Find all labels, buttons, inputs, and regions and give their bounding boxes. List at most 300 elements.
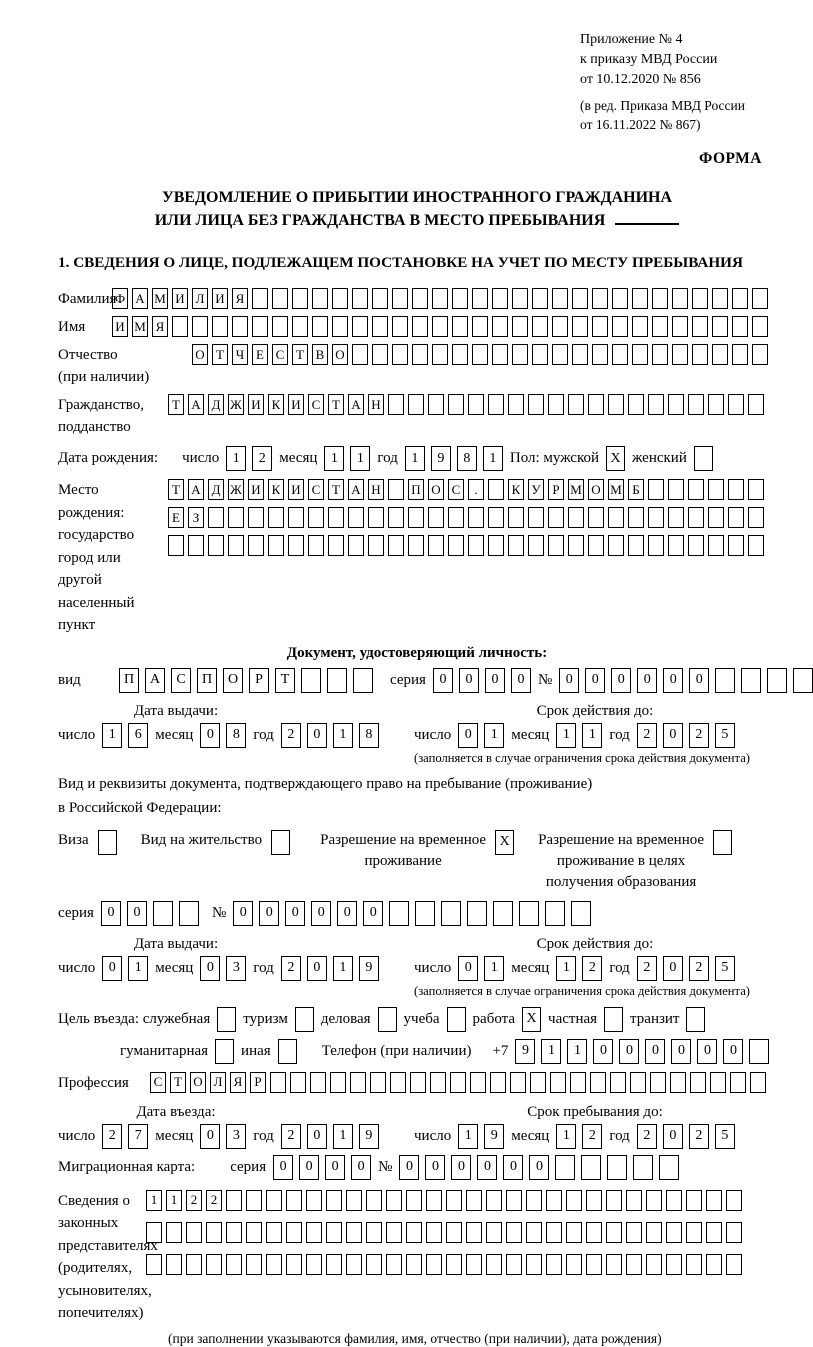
form-cell[interactable]	[490, 1072, 506, 1093]
form-cell[interactable]	[488, 394, 504, 415]
form-cell[interactable]	[548, 507, 564, 528]
form-cell[interactable]	[571, 901, 591, 926]
form-cell[interactable]	[308, 535, 324, 556]
form-cell[interactable]	[415, 901, 435, 926]
form-cell[interactable]: 0	[689, 668, 709, 693]
form-cell[interactable]: 0	[425, 1155, 445, 1180]
form-cell[interactable]: 1	[350, 446, 370, 471]
form-cell[interactable]: 9	[431, 446, 451, 471]
form-cell[interactable]	[446, 1190, 462, 1211]
form-cell[interactable]	[566, 1222, 582, 1243]
form-cell[interactable]	[793, 668, 813, 693]
form-cell[interactable]	[606, 1190, 622, 1211]
form-cell[interactable]: 0	[611, 668, 631, 693]
form-cell[interactable]	[668, 535, 684, 556]
form-cell[interactable]	[526, 1254, 542, 1275]
form-cell[interactable]	[588, 394, 604, 415]
form-cell[interactable]	[486, 1190, 502, 1211]
form-cell[interactable]	[706, 1190, 722, 1211]
form-cell[interactable]	[626, 1222, 642, 1243]
form-cell[interactable]	[426, 1222, 442, 1243]
form-cell[interactable]: Б	[628, 479, 644, 500]
form-cell[interactable]	[668, 394, 684, 415]
checkbox-cell[interactable]	[378, 1007, 397, 1032]
form-cell[interactable]	[352, 344, 368, 365]
form-cell[interactable]	[346, 1254, 362, 1275]
form-cell[interactable]	[388, 507, 404, 528]
form-cell[interactable]: Д	[208, 394, 224, 415]
form-cell[interactable]	[326, 1190, 342, 1211]
form-cell[interactable]	[532, 316, 548, 337]
form-cell[interactable]	[572, 344, 588, 365]
form-cell[interactable]: 0	[337, 901, 357, 926]
form-cell[interactable]	[388, 535, 404, 556]
form-cell[interactable]	[748, 507, 764, 528]
form-cell[interactable]: 2	[582, 956, 602, 981]
form-cell[interactable]: 1	[556, 956, 576, 981]
form-cell[interactable]: 0	[325, 1155, 345, 1180]
form-cell[interactable]: Е	[168, 507, 184, 528]
form-cell[interactable]	[188, 535, 204, 556]
form-cell[interactable]: 0	[307, 1124, 327, 1149]
form-cell[interactable]: 0	[233, 901, 253, 926]
form-cell[interactable]	[286, 1222, 302, 1243]
form-cell[interactable]: 2	[102, 1124, 122, 1149]
form-cell[interactable]	[568, 535, 584, 556]
form-cell[interactable]	[652, 288, 668, 309]
form-cell[interactable]: 9	[359, 1124, 379, 1149]
form-cell[interactable]	[426, 1190, 442, 1211]
form-cell[interactable]: Т	[168, 394, 184, 415]
form-cell[interactable]	[572, 316, 588, 337]
form-cell[interactable]: Р	[249, 668, 269, 693]
form-cell[interactable]: Т	[328, 479, 344, 500]
form-cell[interactable]: 2	[281, 723, 301, 748]
form-cell[interactable]: 1	[333, 1124, 353, 1149]
form-cell[interactable]	[226, 1190, 242, 1211]
form-cell[interactable]: Н	[368, 479, 384, 500]
form-cell[interactable]	[446, 1254, 462, 1275]
form-cell[interactable]	[406, 1190, 422, 1211]
form-cell[interactable]	[552, 344, 568, 365]
form-cell[interactable]: З	[188, 507, 204, 528]
form-cell[interactable]	[452, 288, 468, 309]
form-cell[interactable]: 0	[363, 901, 383, 926]
form-cell[interactable]	[750, 1072, 766, 1093]
form-cell[interactable]	[186, 1222, 202, 1243]
form-cell[interactable]	[486, 1222, 502, 1243]
form-cell[interactable]: О	[332, 344, 348, 365]
form-cell[interactable]	[292, 316, 308, 337]
form-cell[interactable]	[208, 507, 224, 528]
form-cell[interactable]	[168, 535, 184, 556]
form-cell[interactable]: 8	[359, 723, 379, 748]
form-cell[interactable]	[519, 901, 539, 926]
form-cell[interactable]: 0	[485, 668, 505, 693]
form-cell[interactable]: О	[223, 668, 243, 693]
form-cell[interactable]	[532, 288, 548, 309]
form-cell[interactable]	[646, 1190, 662, 1211]
form-cell[interactable]: 2	[252, 446, 272, 471]
form-cell[interactable]	[728, 479, 744, 500]
form-cell[interactable]	[749, 1039, 769, 1064]
form-cell[interactable]	[348, 507, 364, 528]
form-cell[interactable]: 1	[541, 1039, 561, 1064]
form-cell[interactable]: С	[272, 344, 288, 365]
form-cell[interactable]	[692, 316, 708, 337]
form-cell[interactable]: 0	[645, 1039, 665, 1064]
form-cell[interactable]: Ж	[228, 479, 244, 500]
form-cell[interactable]	[372, 288, 388, 309]
form-cell[interactable]: 2	[582, 1124, 602, 1149]
form-cell[interactable]	[650, 1072, 666, 1093]
form-cell[interactable]: 0	[663, 956, 683, 981]
form-cell[interactable]	[668, 507, 684, 528]
form-cell[interactable]: 0	[585, 668, 605, 693]
form-cell[interactable]	[372, 344, 388, 365]
form-cell[interactable]	[468, 394, 484, 415]
form-cell[interactable]: 0	[307, 956, 327, 981]
form-cell[interactable]	[572, 288, 588, 309]
form-cell[interactable]: И	[248, 394, 264, 415]
form-cell[interactable]	[546, 1254, 562, 1275]
form-cell[interactable]	[528, 394, 544, 415]
form-cell[interactable]: 1	[484, 723, 504, 748]
form-cell[interactable]	[493, 901, 513, 926]
form-cell[interactable]	[408, 507, 424, 528]
form-cell[interactable]: Е	[252, 344, 268, 365]
form-cell[interactable]: 0	[477, 1155, 497, 1180]
form-cell[interactable]	[492, 316, 508, 337]
form-cell[interactable]: А	[132, 288, 148, 309]
form-cell[interactable]	[506, 1190, 522, 1211]
checkbox-cell[interactable]	[694, 446, 713, 471]
form-cell[interactable]	[448, 535, 464, 556]
form-cell[interactable]: 2	[281, 1124, 301, 1149]
form-cell[interactable]	[232, 316, 248, 337]
form-cell[interactable]: Р	[548, 479, 564, 500]
form-cell[interactable]	[606, 1254, 622, 1275]
form-cell[interactable]	[592, 316, 608, 337]
form-cell[interactable]: 1	[556, 723, 576, 748]
form-cell[interactable]: 0	[459, 668, 479, 693]
form-cell[interactable]	[468, 507, 484, 528]
form-cell[interactable]	[566, 1254, 582, 1275]
form-cell[interactable]	[466, 1222, 482, 1243]
form-cell[interactable]: Т	[328, 394, 344, 415]
form-cell[interactable]	[592, 344, 608, 365]
form-cell[interactable]: 6	[128, 723, 148, 748]
form-cell[interactable]	[472, 316, 488, 337]
form-cell[interactable]	[226, 1222, 242, 1243]
form-cell[interactable]	[690, 1072, 706, 1093]
form-cell[interactable]	[306, 1254, 322, 1275]
form-cell[interactable]	[648, 535, 664, 556]
form-cell[interactable]: 0	[200, 956, 220, 981]
form-cell[interactable]	[686, 1254, 702, 1275]
form-cell[interactable]	[688, 507, 704, 528]
form-cell[interactable]	[448, 507, 464, 528]
form-cell[interactable]	[586, 1254, 602, 1275]
form-cell[interactable]: 0	[307, 723, 327, 748]
checkbox-cell[interactable]	[713, 830, 732, 855]
form-cell[interactable]	[426, 1254, 442, 1275]
form-cell[interactable]	[612, 344, 628, 365]
form-cell[interactable]: Д	[208, 479, 224, 500]
form-cell[interactable]	[692, 288, 708, 309]
form-cell[interactable]	[252, 288, 268, 309]
form-cell[interactable]	[492, 288, 508, 309]
form-cell[interactable]	[390, 1072, 406, 1093]
form-cell[interactable]	[545, 901, 565, 926]
form-cell[interactable]	[568, 394, 584, 415]
form-cell[interactable]	[301, 668, 321, 693]
form-cell[interactable]: И	[288, 479, 304, 500]
form-cell[interactable]	[268, 535, 284, 556]
form-cell[interactable]	[748, 394, 764, 415]
form-cell[interactable]: С	[150, 1072, 166, 1093]
form-cell[interactable]: 0	[299, 1155, 319, 1180]
form-cell[interactable]	[268, 507, 284, 528]
form-cell[interactable]: 2	[206, 1190, 222, 1211]
form-cell[interactable]	[312, 316, 328, 337]
form-cell[interactable]: А	[188, 394, 204, 415]
form-cell[interactable]: 0	[433, 668, 453, 693]
form-cell[interactable]	[290, 1072, 306, 1093]
form-cell[interactable]: Я	[232, 288, 248, 309]
form-cell[interactable]: И	[112, 316, 128, 337]
form-cell[interactable]	[628, 394, 644, 415]
form-cell[interactable]	[668, 479, 684, 500]
form-cell[interactable]	[546, 1222, 562, 1243]
form-cell[interactable]: 0	[697, 1039, 717, 1064]
form-cell[interactable]: 0	[663, 723, 683, 748]
form-cell[interactable]	[432, 288, 448, 309]
form-cell[interactable]: 1	[556, 1124, 576, 1149]
form-cell[interactable]: К	[268, 394, 284, 415]
form-cell[interactable]	[646, 1254, 662, 1275]
form-cell[interactable]: 1	[567, 1039, 587, 1064]
form-cell[interactable]	[608, 507, 624, 528]
form-cell[interactable]	[488, 479, 504, 500]
form-cell[interactable]	[767, 668, 787, 693]
form-cell[interactable]	[492, 344, 508, 365]
form-cell[interactable]	[432, 316, 448, 337]
form-cell[interactable]	[366, 1222, 382, 1243]
form-cell[interactable]	[246, 1222, 262, 1243]
form-cell[interactable]	[708, 479, 724, 500]
form-cell[interactable]	[452, 344, 468, 365]
form-cell[interactable]: Л	[192, 288, 208, 309]
form-cell[interactable]	[286, 1254, 302, 1275]
form-cell[interactable]	[506, 1222, 522, 1243]
form-cell[interactable]	[728, 535, 744, 556]
form-cell[interactable]	[732, 344, 748, 365]
form-cell[interactable]	[752, 316, 768, 337]
form-cell[interactable]	[428, 507, 444, 528]
form-cell[interactable]	[179, 901, 199, 926]
form-cell[interactable]: 1	[226, 446, 246, 471]
form-cell[interactable]	[166, 1254, 182, 1275]
form-cell[interactable]	[659, 1155, 679, 1180]
form-cell[interactable]	[270, 1072, 286, 1093]
form-cell[interactable]	[506, 1254, 522, 1275]
form-cell[interactable]: 1	[166, 1190, 182, 1211]
form-cell[interactable]: Т	[292, 344, 308, 365]
form-cell[interactable]	[630, 1072, 646, 1093]
form-cell[interactable]	[288, 507, 304, 528]
form-cell[interactable]: 2	[637, 956, 657, 981]
form-cell[interactable]	[208, 535, 224, 556]
form-cell[interactable]	[306, 1190, 322, 1211]
form-cell[interactable]: М	[568, 479, 584, 500]
checkbox-cell[interactable]: X	[495, 830, 514, 855]
checkbox-cell[interactable]	[98, 830, 117, 855]
form-cell[interactable]	[352, 316, 368, 337]
form-cell[interactable]	[726, 1190, 742, 1211]
form-cell[interactable]	[712, 316, 728, 337]
form-cell[interactable]: Т	[168, 479, 184, 500]
form-cell[interactable]	[392, 344, 408, 365]
form-cell[interactable]	[472, 344, 488, 365]
form-cell[interactable]: 0	[663, 1124, 683, 1149]
form-cell[interactable]	[153, 901, 173, 926]
form-cell[interactable]: 0	[593, 1039, 613, 1064]
form-cell[interactable]: 2	[689, 1124, 709, 1149]
form-cell[interactable]: 0	[102, 956, 122, 981]
form-cell[interactable]	[412, 316, 428, 337]
checkbox-cell[interactable]: X	[606, 446, 625, 471]
form-cell[interactable]	[266, 1222, 282, 1243]
form-cell[interactable]	[528, 507, 544, 528]
form-cell[interactable]: 1	[102, 723, 122, 748]
form-cell[interactable]	[626, 1190, 642, 1211]
form-cell[interactable]	[607, 1155, 627, 1180]
form-cell[interactable]: К	[268, 479, 284, 500]
form-cell[interactable]	[548, 535, 564, 556]
form-cell[interactable]	[406, 1222, 422, 1243]
form-cell[interactable]	[555, 1155, 575, 1180]
form-cell[interactable]	[308, 507, 324, 528]
form-cell[interactable]: 0	[671, 1039, 691, 1064]
form-cell[interactable]	[452, 316, 468, 337]
form-cell[interactable]	[392, 316, 408, 337]
form-cell[interactable]	[372, 316, 388, 337]
form-cell[interactable]	[648, 479, 664, 500]
form-cell[interactable]: И	[172, 288, 188, 309]
form-cell[interactable]	[626, 1254, 642, 1275]
form-cell[interactable]: 1	[405, 446, 425, 471]
form-cell[interactable]: 0	[619, 1039, 639, 1064]
form-cell[interactable]	[392, 288, 408, 309]
form-cell[interactable]: П	[197, 668, 217, 693]
form-cell[interactable]: 0	[127, 901, 147, 926]
form-cell[interactable]	[326, 1254, 342, 1275]
form-cell[interactable]	[346, 1222, 362, 1243]
form-cell[interactable]: 2	[281, 956, 301, 981]
form-cell[interactable]	[512, 316, 528, 337]
form-cell[interactable]	[412, 288, 428, 309]
form-cell[interactable]	[632, 344, 648, 365]
form-cell[interactable]	[508, 535, 524, 556]
form-cell[interactable]: 5	[715, 956, 735, 981]
form-cell[interactable]	[708, 507, 724, 528]
form-cell[interactable]	[488, 535, 504, 556]
form-cell[interactable]: 2	[689, 956, 709, 981]
form-cell[interactable]	[312, 288, 328, 309]
form-cell[interactable]: К	[508, 479, 524, 500]
form-cell[interactable]: Р	[250, 1072, 266, 1093]
form-cell[interactable]	[330, 1072, 346, 1093]
form-cell[interactable]	[666, 1222, 682, 1243]
form-cell[interactable]	[370, 1072, 386, 1093]
form-cell[interactable]	[708, 535, 724, 556]
form-cell[interactable]	[648, 507, 664, 528]
form-cell[interactable]	[430, 1072, 446, 1093]
checkbox-cell[interactable]	[215, 1039, 234, 1064]
form-cell[interactable]: 1	[582, 723, 602, 748]
form-cell[interactable]	[672, 316, 688, 337]
form-cell[interactable]	[450, 1072, 466, 1093]
form-cell[interactable]	[286, 1190, 302, 1211]
form-cell[interactable]: М	[608, 479, 624, 500]
form-cell[interactable]	[441, 901, 461, 926]
form-cell[interactable]	[350, 1072, 366, 1093]
form-cell[interactable]	[512, 344, 528, 365]
form-cell[interactable]	[388, 394, 404, 415]
checkbox-cell[interactable]	[604, 1007, 623, 1032]
form-cell[interactable]: 8	[457, 446, 477, 471]
form-cell[interactable]	[528, 535, 544, 556]
form-cell[interactable]: 0	[637, 668, 657, 693]
form-cell[interactable]: Т	[275, 668, 295, 693]
form-cell[interactable]: 0	[503, 1155, 523, 1180]
form-cell[interactable]	[548, 394, 564, 415]
form-cell[interactable]	[326, 1222, 342, 1243]
checkbox-cell[interactable]: X	[522, 1007, 541, 1032]
form-cell[interactable]	[712, 288, 728, 309]
form-cell[interactable]: 0	[273, 1155, 293, 1180]
form-cell[interactable]	[726, 1254, 742, 1275]
form-cell[interactable]	[432, 344, 448, 365]
form-cell[interactable]: И	[288, 394, 304, 415]
form-cell[interactable]	[352, 288, 368, 309]
form-cell[interactable]	[648, 394, 664, 415]
form-cell[interactable]	[386, 1190, 402, 1211]
form-cell[interactable]	[446, 1222, 462, 1243]
form-cell[interactable]	[688, 479, 704, 500]
form-cell[interactable]	[552, 316, 568, 337]
form-cell[interactable]: О	[428, 479, 444, 500]
form-cell[interactable]	[715, 668, 735, 693]
form-cell[interactable]	[406, 1254, 422, 1275]
form-cell[interactable]: О	[192, 344, 208, 365]
form-cell[interactable]: 0	[311, 901, 331, 926]
form-cell[interactable]: 5	[715, 1124, 735, 1149]
form-cell[interactable]	[428, 535, 444, 556]
form-cell[interactable]: Т	[212, 344, 228, 365]
form-cell[interactable]: 1	[333, 723, 353, 748]
form-cell[interactable]	[586, 1190, 602, 1211]
form-cell[interactable]	[612, 288, 628, 309]
form-cell[interactable]	[608, 535, 624, 556]
form-cell[interactable]	[686, 1222, 702, 1243]
form-cell[interactable]	[592, 288, 608, 309]
form-cell[interactable]: 1	[324, 446, 344, 471]
form-cell[interactable]	[688, 394, 704, 415]
form-cell[interactable]: 5	[715, 723, 735, 748]
form-cell[interactable]: 0	[101, 901, 121, 926]
